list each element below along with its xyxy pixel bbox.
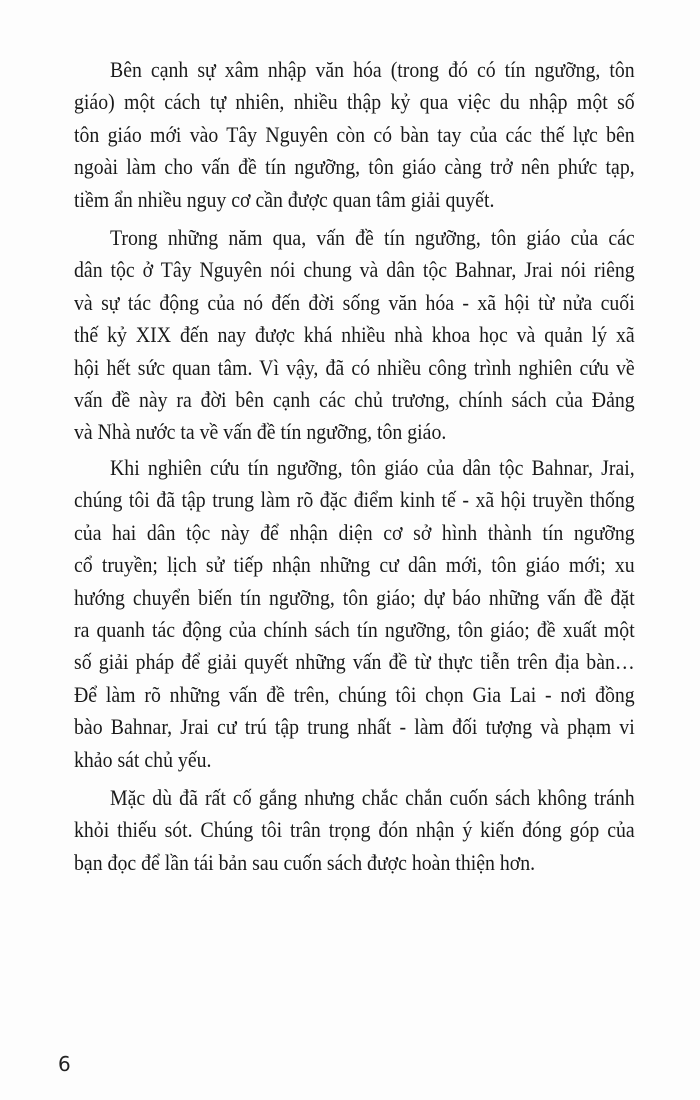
text-line: Mặc dù đã rất cố gắng nhưng chắc chắn cuốn sách không tránh [110, 785, 635, 810]
text-line: và sự tác động của nó đến đời sống văn hóa - xã hội từ nửa cuối [74, 289, 635, 315]
text-line: hướng chuyển biến tín ngưỡng, tôn giáo; dự báo những vấn đề đặt [74, 584, 635, 610]
text-line: khỏi thiếu sót. Chúng tôi trân trọng đón nhận ý kiến đóng góp của [74, 817, 635, 843]
text-line: chúng tôi đã tập trung làm rõ đặc điểm kinh tế - xã hội truyền thống [74, 487, 635, 513]
text-line: Trong những năm qua, vấn đề tín ngưỡng, tôn giáo của các [110, 225, 635, 250]
text-line: hội hết sức quan tâm. Vì vậy, đã có nhiều công trình nghiên cứu về [74, 354, 635, 380]
text-line: bạn đọc để lần tái bản sau cuốn sách được hoàn thiện hơn. [74, 849, 536, 875]
text-line: tôn giáo mới vào Tây Nguyên còn có bàn tay của các thế lực bên [74, 121, 635, 147]
text-line: Bên cạnh sự xâm nhập văn hóa (trong đó có tín ngưỡng, tôn [110, 57, 635, 82]
text-line: bào Bahnar, Jrai cư trú tập trung nhất - làm đối tượng và phạm vi [74, 714, 635, 740]
text-line: dân tộc ở Tây Nguyên nói chung và dân tộc Bahnar, Jrai nói riêng [74, 257, 635, 283]
text-line: và Nhà nước ta về vấn đề tín ngưỡng, tôn giáo. [74, 419, 447, 445]
text-line: vấn đề này ra đời bên cạnh các chủ trương, chính sách của Đảng [74, 387, 635, 412]
text-line: ngoài làm cho vấn đề tín ngưỡng, tôn giáo càng trở nên phức tạp, [74, 154, 635, 180]
text-line: tiềm ẩn nhiều nguy cơ cần được quan tâm giải quyết. [74, 186, 495, 212]
text-line: ra quanh tác động của chính sách tín ngưỡng, tôn giáo; đề xuất một [74, 617, 635, 642]
text-line: thế kỷ XIX đến nay được khá nhiều nhà khoa học và quản lý xã [74, 322, 635, 348]
text-line: Khi nghiên cứu tín ngưỡng, tôn giáo của dân tộc Bahnar, Jrai, [110, 455, 635, 480]
text-line: số giải pháp để giải quyết những vấn đề từ thực tiễn trên địa bàn… [74, 649, 635, 675]
page-number: 6 [58, 1052, 71, 1076]
text-line: cổ truyền; lịch sử tiếp nhận những cư dân mới, tôn giáo mới; xu [74, 552, 635, 578]
text-line: Để làm rõ những vấn đề trên, chúng tôi chọn Gia Lai - nơi đồng [74, 681, 635, 707]
text-line: giáo) một cách tự nhiên, nhiều thập kỷ qua việc du nhập một số [74, 89, 635, 115]
text-line: của hai dân tộc này để nhận diện cơ sở hình thành tín ngưỡng [74, 519, 635, 545]
text-line: khảo sát chủ yếu. [74, 746, 212, 772]
